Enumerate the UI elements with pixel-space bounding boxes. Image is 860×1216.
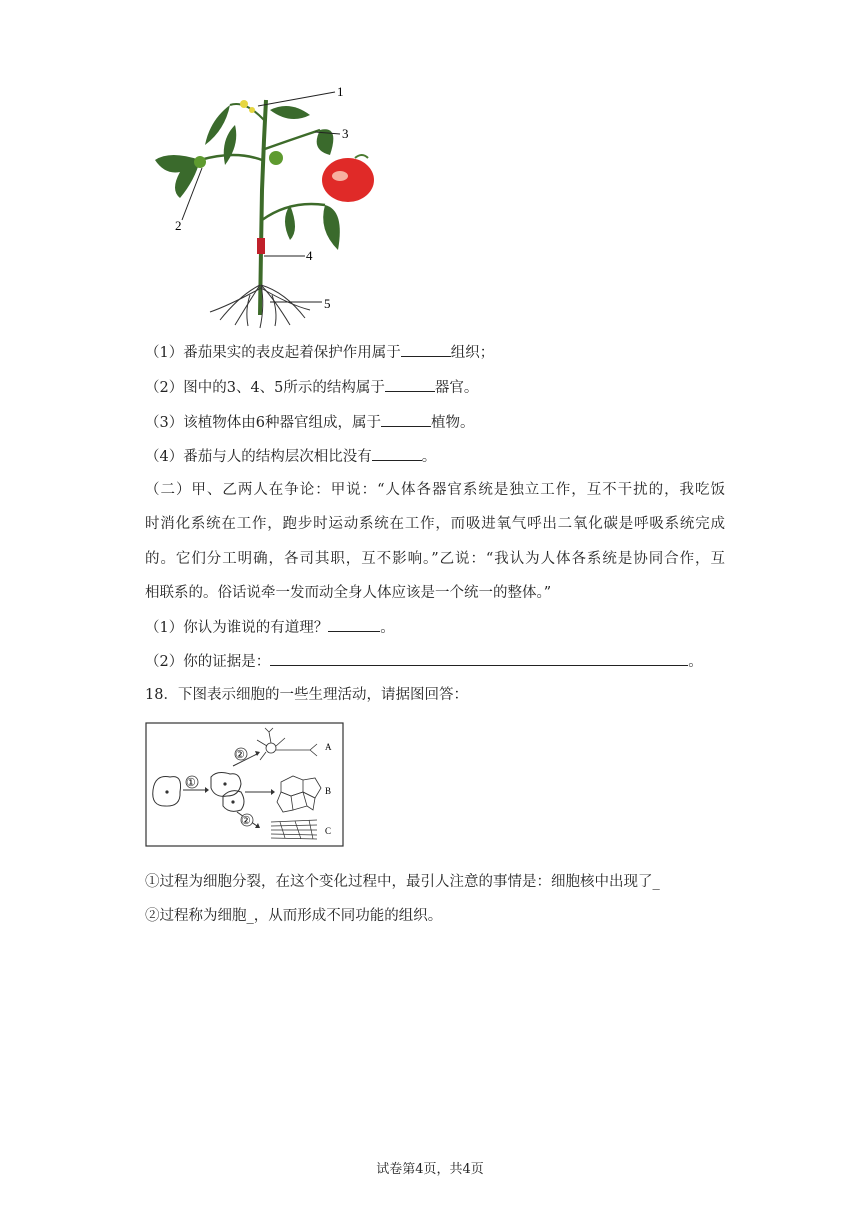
question-a4: [145, 446, 436, 467]
cell-b-label: B: [325, 786, 332, 796]
debate-line-1: （二）甲、乙两人在争论：甲说：“人体各器官系统是独立工作，互不干扰的，我吃饭: [145, 482, 725, 498]
question-a3: [145, 412, 474, 433]
plant-label-2: 2: [175, 218, 182, 233]
debate-question-2-text: （2）你的证据是：: [145, 654, 271, 670]
debate-question-1-text: （1）你认为谁说的有道理？: [145, 620, 329, 636]
question-a1-text: （1）番茄果实的表皮起着保护作用属于: [145, 345, 401, 361]
cell-activity-figure: [145, 722, 345, 848]
question-a2-text: （2）图中的3、4、5所示的结构属于: [145, 380, 385, 396]
cell-a-label: A: [325, 742, 332, 752]
question-18-line-2: ②过程称为细胞_，从而形成不同功能的组织。: [145, 908, 443, 924]
debate-line-2: 时消化系统在工作，跑步时运动系统在工作，而吸进氧气呼出二氧化碳是呼吸系统完成: [145, 516, 725, 532]
debate-line-3: 的。它们分工明确，各司其职，互不影响。”乙说：“我认为人体各系统是协同合作，互: [145, 551, 725, 567]
step-2b-label: ②: [241, 815, 251, 827]
plant-label-3: 3: [342, 126, 349, 141]
plant-label-5: 5: [324, 296, 331, 311]
answer-blank[interactable]: [381, 412, 431, 427]
page-footer: 试卷第4页，共4页: [376, 1162, 484, 1177]
cell-c-label: C: [325, 826, 332, 836]
question-a4-tail: 。: [421, 449, 437, 465]
question-a1: [145, 342, 494, 363]
answer-blank[interactable]: [401, 342, 451, 357]
question-18-line-1: ①过程为细胞分裂，在这个变化过程中，最引人注意的事情是：细胞核中出现了_: [145, 874, 660, 890]
plant-label-4: 4: [306, 248, 313, 263]
question-a2-tail: 器官。: [434, 380, 479, 396]
question-18-title: 18．下图表示细胞的一些生理活动，请据图回答：: [145, 687, 468, 703]
question-a3-text: （3）该植物体由6种器官组成，属于: [145, 415, 381, 431]
debate-question-1-tail: 。: [380, 620, 395, 636]
answer-blank[interactable]: [328, 617, 380, 632]
question-a1-tail: 组织；: [450, 345, 495, 361]
debate-line-4: 相联系的。俗话说牵一发而动全身人体应该是一个统一的整体。”: [145, 585, 552, 601]
question-a2: [145, 377, 478, 398]
step-1-label: ①: [186, 777, 196, 789]
tomato-plant-figure: [140, 80, 380, 330]
answer-blank[interactable]: [385, 377, 435, 392]
plant-label-1: 1: [337, 84, 344, 99]
step-2a-label: ②: [235, 749, 245, 761]
debate-question-1: [145, 617, 395, 638]
question-a3-tail: 植物。: [430, 415, 475, 431]
answer-blank[interactable]: [270, 651, 688, 666]
debate-question-2: [145, 651, 703, 672]
question-a4-text: （4）番茄与人的结构层次相比没有: [145, 449, 372, 465]
answer-blank[interactable]: [372, 446, 422, 461]
debate-question-2-tail: 。: [688, 654, 703, 670]
